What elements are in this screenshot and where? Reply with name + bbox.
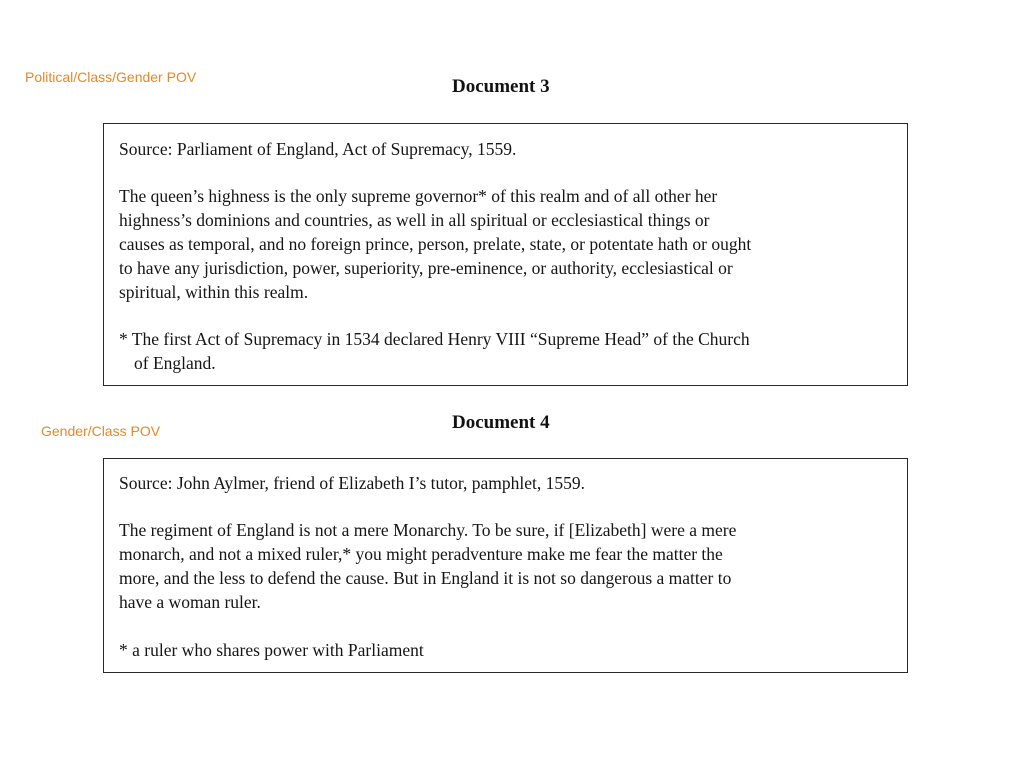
- document-3-footnote-line: of England.: [134, 353, 216, 373]
- document-4-footnote-line: * a ruler who shares power with Parliament: [119, 640, 424, 660]
- document-3-body-line: spiritual, within this realm.: [119, 282, 309, 302]
- document-3-footnote-line: * The first Act of Supremacy in 1534 declared Henry VIII “Supreme Head” of the Church: [119, 329, 750, 349]
- document-3-body-line: The queen’s highness is the only supreme governor* of this realm and of all other her: [119, 186, 718, 206]
- document-4-source: Source: John Aylmer, friend of Elizabeth I’s tutor, pamphlet, 1559.: [119, 473, 585, 493]
- document-3-box: [103, 123, 908, 386]
- document-3-body-line: causes as temporal, and no foreign prince, person, prelate, state, or potentate hath or ought: [119, 234, 752, 254]
- document-4-body-line: monarch, and not a mixed ruler,* you might peradventure make me fear the matter the: [119, 544, 723, 564]
- document-3-body-line: to have any jurisdiction, power, superiority, pre-eminence, or authority, ecclesiastical or: [119, 258, 733, 278]
- document-3-body-line: highness’s dominions and countries, as well in all spiritual or ecclesiastical things or: [119, 210, 710, 230]
- document-4-body-line: The regiment of England is not a mere Monarchy. To be sure, if [Elizabeth] were a mere: [119, 520, 737, 540]
- document-4-body-line: more, and the less to defend the cause. But in England it is not so dangerous a matter to: [119, 568, 732, 588]
- document-4-body-line: have a woman ruler.: [119, 592, 261, 612]
- document-4-title: Document 4: [452, 412, 550, 433]
- doc4-pov-annotation: Gender/Class POV: [41, 423, 161, 439]
- document-4-box: [103, 458, 908, 673]
- doc3-pov-annotation: Political/Class/Gender POV: [25, 69, 197, 85]
- document-3-source: Source: Parliament of England, Act of Supremacy, 1559.: [119, 139, 517, 159]
- document-3-title: Document 3: [452, 76, 550, 97]
